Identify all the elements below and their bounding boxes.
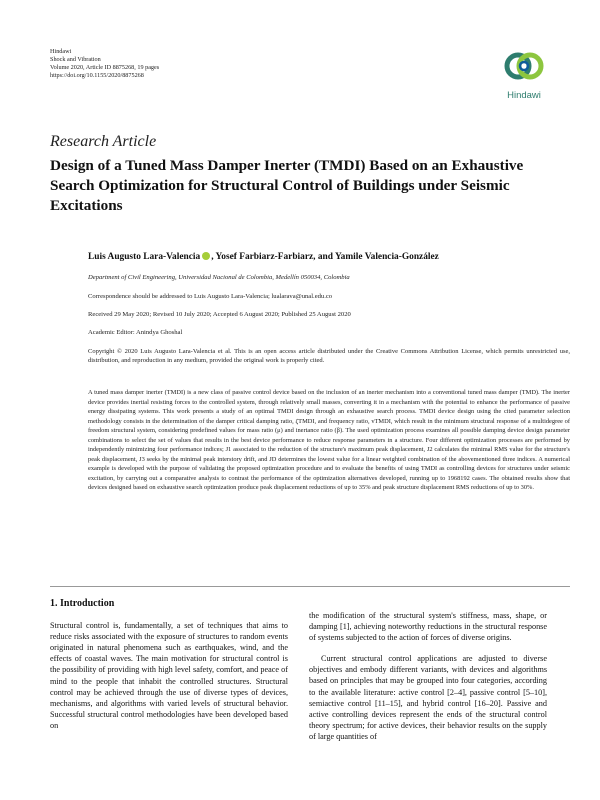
- publisher-name: Hindawi: [50, 48, 72, 55]
- volume-info: Volume 2020, Article ID 8875268, 19 pages: [50, 64, 160, 71]
- affiliation: Department of Civil Engineering, Universidad Nacional de Colombia, Medellín 050034, Colombia: [88, 274, 350, 281]
- journal-name: Shock and Vibration: [50, 56, 101, 63]
- section-divider: [50, 586, 570, 587]
- abstract-text: A tuned mass damper inerter (TMDI) is a new class of passive control device based on the inclusion of an inerter mechanism into a conventional tuned mass damper (TMD). The inerter device provides inertial resisting forces to the controlled system, through relatively small masses, converting it in a mechanism with the potential to enhance the performance of passive energy dissipating systems. This work presents a study of an optimal TMDI design through an exhaustive search process. TMDI device design using the cited parameter selection methodology consists in the determination of the damper critical damping ratio, ζTMDI, and frequency ratio, vTMDI, which result in the minimum structural response of a multidegree of freedom structural system, considering predefined values for mass ratio (μ) and inertance ratio (β). The used optimization process examines all possible damping device design parameter combinations to select the set of values that results in the best device performance to reduce response parameters in a structure. Four different optimization processes are performed by independently minimizing four performance indices; J1 associated to the reduction of the structure's maximum peak displacement, J2 calculates the minimal RMS value for the structure's peak displacement, J3 seeks by the minimal peak interstory drift, and JD determines the lowest value for a linear weighted combination of the abovementioned three indices. A numerical example is developed with the purpose of validating the proposed optimization procedure and to evaluate the benefits of using TMDI as controlling devices for structures under seismic excitation, by carrying out a comparative analysis to contrast the performance of the optimization alternatives developed, running up to 1968192 cases. The obtained results show that devices designed based on exhaustive search optimization produce peak displacement reductions of up to 35% and peak structure displacement RMS reductions of up to 30%.: [88, 389, 570, 491]
- correspondence: Correspondence should be addressed to Luis Augusto Lara-Valencia; lualarava@unal.edu.co: [88, 293, 333, 300]
- body-paragraph: the modification of the structural system's stiffness, mass, shape, or damping [1], achieving noteworthy reductions in the structural response of systems subjected to the action of forces of diverse origins.: [309, 611, 547, 643]
- academic-editor: Academic Editor: Anindya Ghoshal: [88, 329, 183, 336]
- orcid-icon[interactable]: [202, 252, 210, 260]
- body-column-left: [50, 598, 288, 731]
- author-list: [88, 252, 439, 262]
- copyright-notice: Copyright © 2020 Luis Augusto Lara-Valencia et al. This is an open access article distributed under the Creative Commons Attribution License, which permits unrestricted use, distribution, and reproduction in any medium, provided the original work is properly cited.: [88, 348, 570, 365]
- body-column-right: [309, 610, 547, 742]
- doi-link[interactable]: https://doi.org/10.1155/2020/8875268: [50, 72, 144, 79]
- section-heading: 1. Introduction: [50, 598, 115, 609]
- body-paragraph: Structural control is, fundamentally, a set of techniques that aims to reduce risks associated with the exposure of structures to random events originated in natural phenomena such as earthquakes, wind, and the effects of coastal waves. The main motivation for structural control is the possibility of providing with high level safety, comfort, and peace of mind to the people that inhabit the controlled structures. Structural control may be achieved through the use of diverse types of devices, mechanisms, and algorithms with varied levels of structural behavior. Successful structural control methodologies have been developed based on: [50, 621, 288, 730]
- journal-masthead: [50, 48, 159, 80]
- body-paragraph: Current structural control applications are adjusted to diverse objectives and embody different variants, with devices and algorithms based on principles that may be grouped into four categories, according to the available literature: active control [2–4], passive control [5–10], semiactive control [11–15], and hybrid control [16–20]. Passive and active controlling devices represent the ends of the structural control theory spectrum; for active devices, their behavior results on the supply of large quantities of: [309, 654, 547, 741]
- publication-dates: Received 29 May 2020; Revised 10 July 2020; Accepted 6 August 2020; Published 25 August 2020: [88, 311, 351, 318]
- article-type: Research Article: [50, 133, 157, 150]
- logo-wordmark: Hindawi: [507, 90, 541, 101]
- author-name[interactable]: Luis Augusto Lara-Valencia: [88, 252, 201, 262]
- article-title: Design of a Tuned Mass Damper Inerter (TMDI) Based on an Exhaustive Search Optimization for Structural Control of Buildings under Seismic Excitations: [50, 157, 524, 214]
- other-authors: , Yosef Farbiarz-Farbiarz, and Yamile Valencia-González: [211, 252, 439, 262]
